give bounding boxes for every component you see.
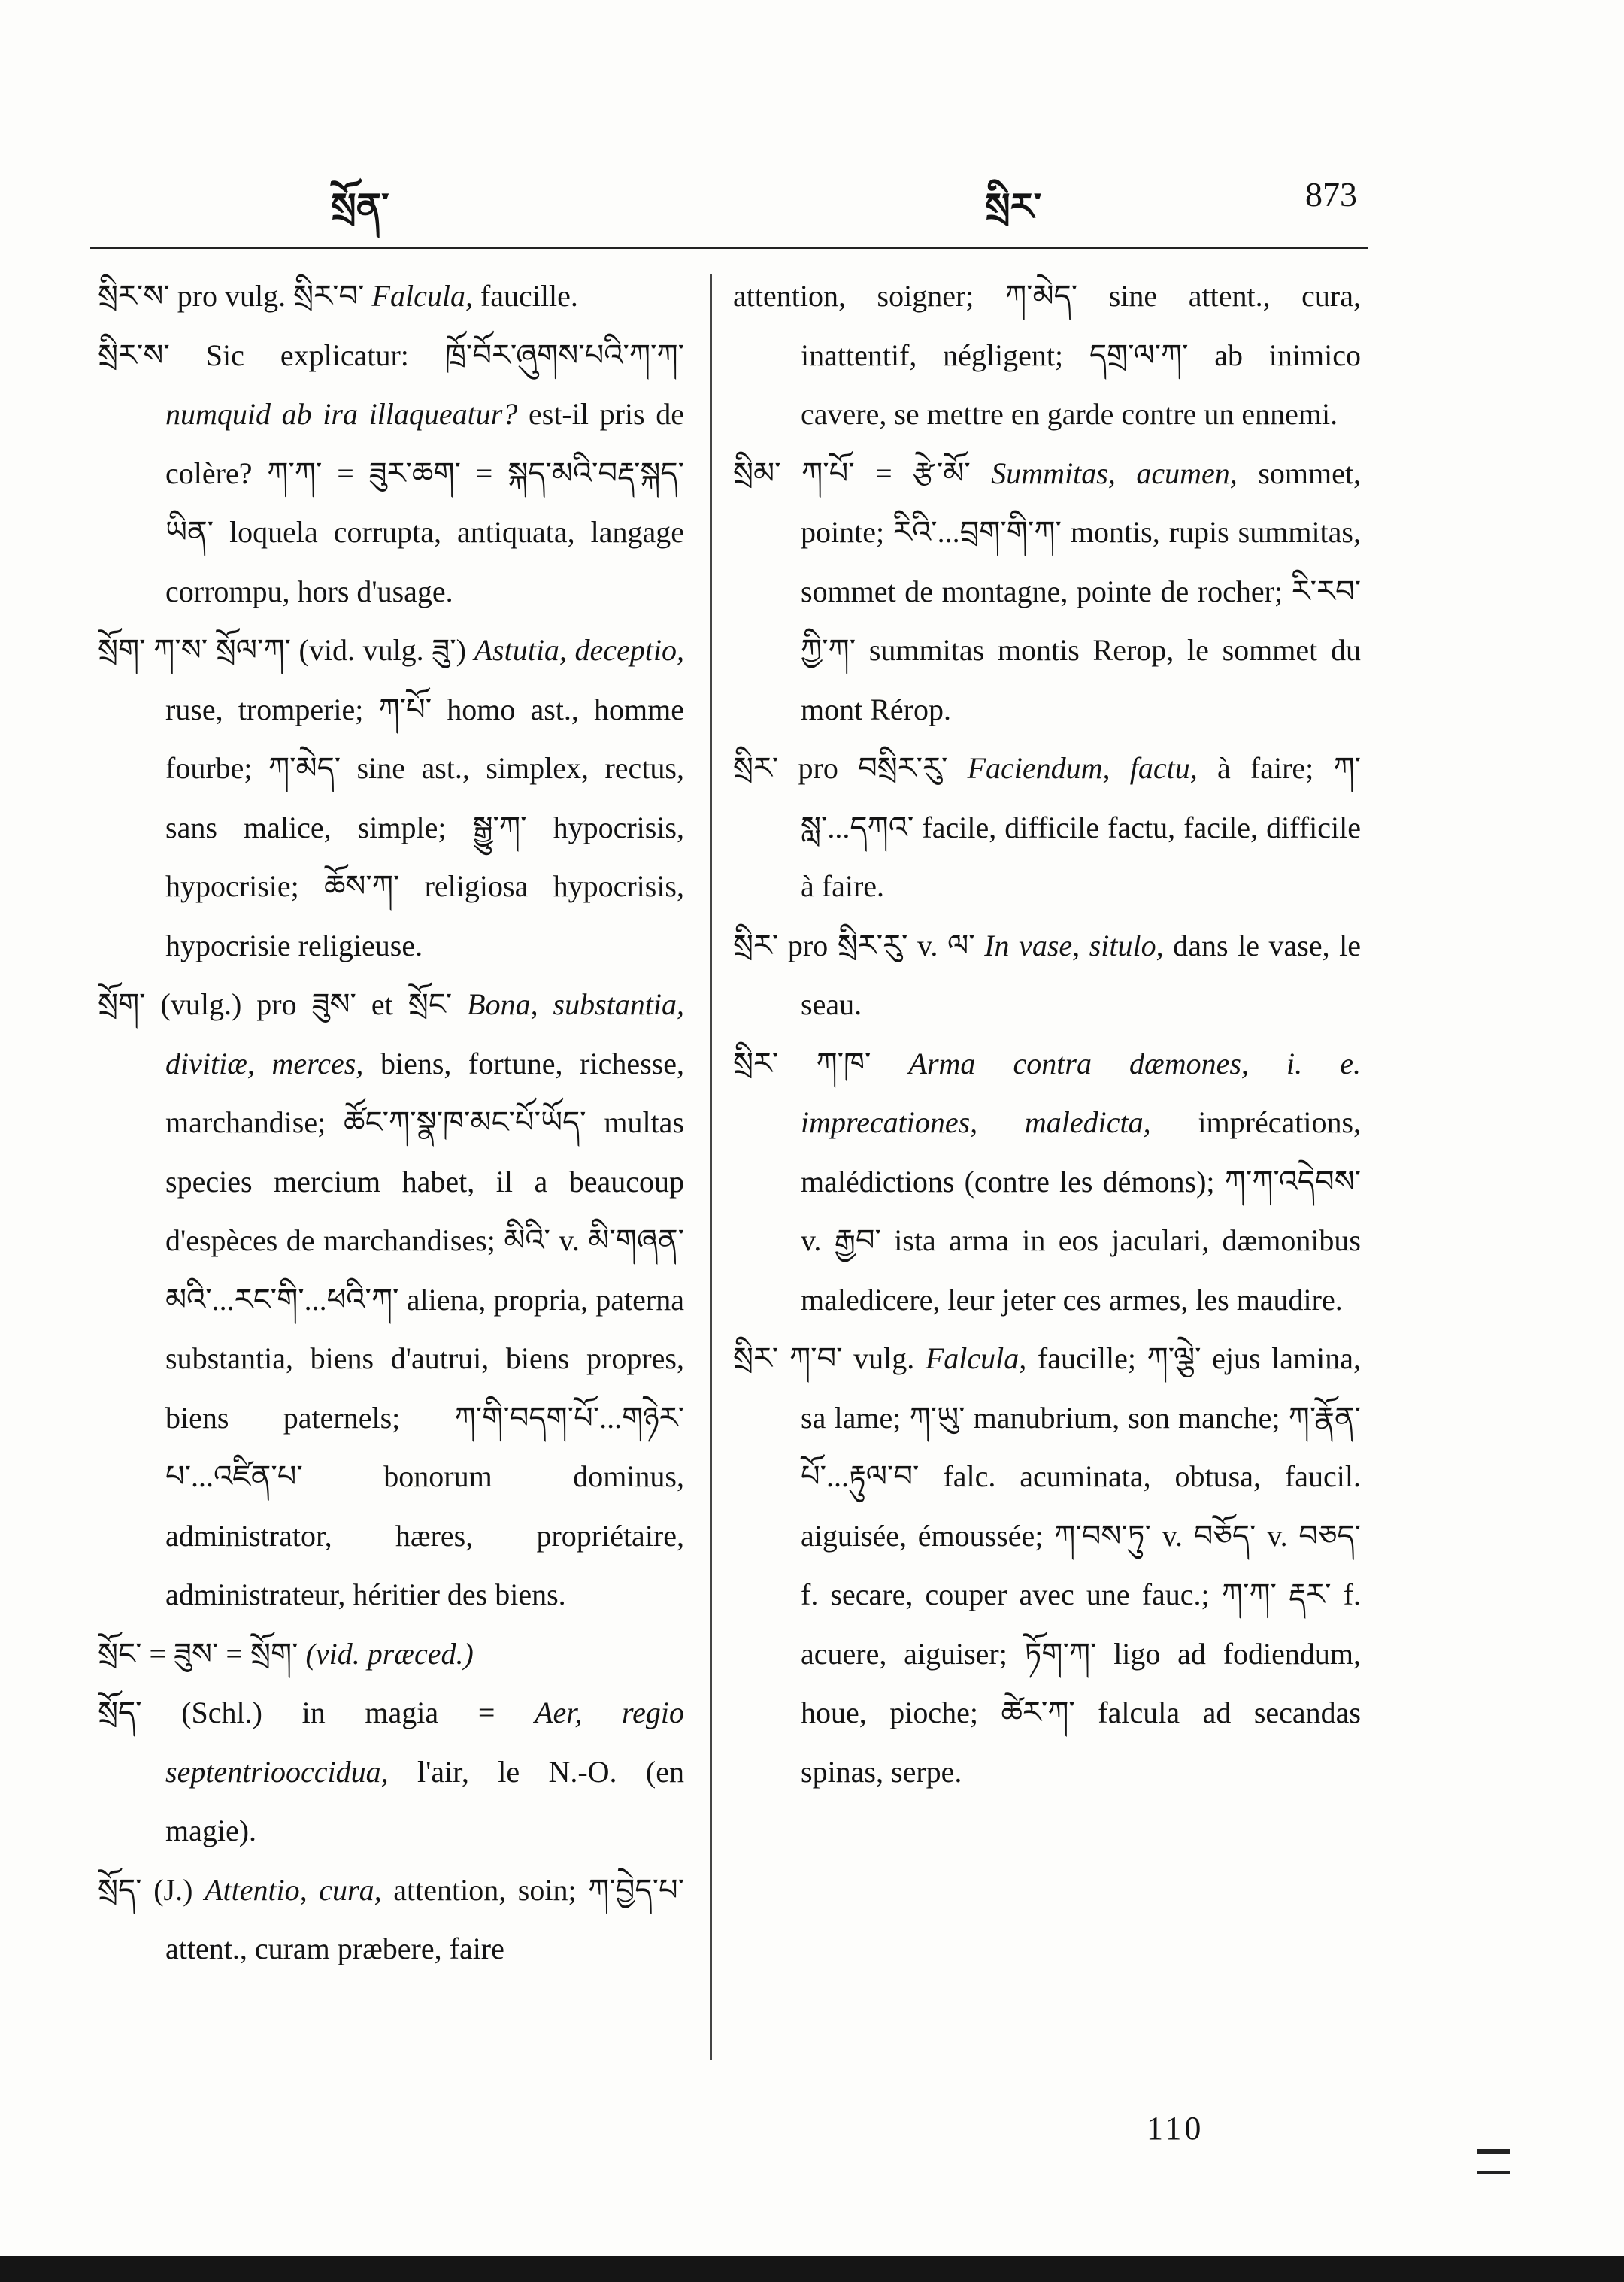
scan-edge-band [0, 2256, 1624, 2282]
dictionary-entry [98, 326, 684, 622]
entry-lead: ཀ་ས་ སྲོལ་ཀ་ (vid. vulg. ཟུ་) [153, 633, 466, 667]
entry-french: sommet, pointe; རིའི་...བྲག་གི་ཀ་ montis, rupis summitas, sommet de montagne, pointe de rocher; རི་རབ་ཀྱི་ཀ་ summitas montis Rerop, le sommet du mont Rérop. [801, 456, 1362, 726]
dictionary-entry [98, 1625, 684, 1684]
entry-lead: (Schl.) in magia = [181, 1696, 495, 1729]
entry-french: à faire; ཀ་སླ་...དཀའ་ facile, difficile factu, facile, difficile à faire. [801, 751, 1362, 903]
entry-french: dans le vase, le seau. [801, 928, 1362, 1021]
dictionary-entry [98, 621, 684, 975]
entry-lead: ཀ་བ་ vulg. [789, 1341, 915, 1375]
entry-lemma: སྲིར་ [733, 928, 779, 962]
entry-french: faucille; ཀ་ལྕེ་ ejus lamina, sa lame; ཀ་ཡུ་ manubrium, son manche; ཀ་རྣོན་པོ་...རྟུལ་བ་ falc. acuminata, obtusa, faucil. aiguisée, émoussée; ཀ་བས་ཏུ་ v. བཅོད་ v. བཅད་ f. secare, couper avec une fauc.; ཀ་ཀ་ རྡར་ f. acuere, aiguiser; ཏོག་ཀ་ ligo ad fodiendum, houe, pioche; ཚེར་ཀ་ falcula ad secandas spinas, serpe. [801, 1341, 1362, 1789]
header-rule [90, 247, 1368, 249]
entry-lead: ཀ་ཁ་ [816, 1046, 871, 1080]
entry-latin: Arma contra dæmones, i. e. imprecationes, maledicta, [801, 1046, 1362, 1139]
entry-lead: pro vulg. སྲིར་བ་ [177, 279, 365, 313]
entry-lemma: སྲོག་ [98, 987, 146, 1021]
dictionary-entry [733, 917, 1361, 1035]
dictionary-entry [733, 444, 1361, 740]
entry-lead: pro བསྲིར་རུ་ [798, 751, 948, 785]
entry-french: faucille. [480, 279, 578, 313]
entry-latin: Aer, regio septentriooccidua, [165, 1696, 684, 1789]
entry-lemma: སྲིར་ས་ [98, 338, 170, 372]
dictionary-entry [733, 1035, 1361, 1330]
entry-latin: Falcula, [371, 279, 473, 313]
dictionary-entry [733, 1329, 1361, 1802]
entry-french: attention, soigner; ཀ་མེད་ sine attent., cura, inattentif, négligent; དགྲ་ལ་ཀ་ ab inimico cavere, se mettre en garde contre un ennemi. [733, 279, 1361, 431]
right-column [733, 267, 1361, 1802]
entry-latin: Bona, substantia, divitiæ, merces, [165, 987, 685, 1080]
entry-lemma: སྲིར་ [733, 1046, 779, 1080]
entry-lemma: སྲིར་ [733, 1341, 779, 1375]
signature-mark: 110 [1147, 2110, 1204, 2147]
running-head-left: སྲོན་ [331, 186, 389, 228]
dictionary-entry [98, 1683, 684, 1861]
entry-french: imprécations, malédictions (contre les démons); ཀ་ཀ་འདེབས་ v. རྒྱབ་ ista arma in eos jaculari, dæmonibus maledicere, leur jeter ces armes, les maudire. [801, 1105, 1362, 1317]
entry-lead: pro སྲིར་རུ་ v. ལ་ [787, 928, 975, 962]
entry-lemma: སྲིམ་ [733, 456, 781, 490]
dictionary-entry [733, 267, 1361, 444]
entry-lead: ཀ་པོ་ = རྩེ་མོ་ [801, 456, 971, 490]
dictionary-entry [98, 1861, 684, 1979]
entry-latin: Faciendum, factu, [967, 751, 1198, 785]
entry-french: l'air, le N.-O. (en magie). [165, 1754, 684, 1847]
entry-latin: (vid. præced.) [305, 1636, 474, 1671]
entry-latin: numquid ab ira illaqueatur? [165, 397, 518, 431]
dictionary-entry [733, 739, 1361, 917]
entry-french: biens, fortune, richesse, marchandise; ཚོང་ཀ་སྣ་ཁ་མང་པོ་ཡོད་ multas species mercium habet, il a beaucoup d'espèces de marchandises; མིའི་ v. མི་གཞན་མའི་...རང་གི་...ཕའི་ཀ་ aliena, propria, paterna substantia, biens d'autrui, biens propres, biens paternels; ཀ་གི་བདག་པོ་...གཉེར་པ་...འཛིན་པ་ bonorum dominus, administrator, hæres, propriétaire, administrateur, héritier des biens. [165, 1046, 685, 1611]
entry-lemma: སྲོང་ [98, 1636, 142, 1671]
column-divider [710, 274, 712, 2060]
running-head-right: སྲིར་ [985, 186, 1042, 228]
entry-lemma: སྲོག་ [98, 633, 146, 667]
entry-lead: = ཟུས་ = སྲོག་ [149, 1636, 298, 1671]
dictionary-entry [98, 267, 684, 326]
page-number: 873 [1305, 175, 1357, 214]
entry-latin: In vase, situlo, [984, 928, 1164, 962]
dictionary-entry [98, 975, 684, 1625]
entry-lemma: སྲོད་ [98, 1696, 142, 1729]
entry-french: attention, soin; ཀ་བྱེད་པ་ attent., curam præbere, faire [165, 1872, 685, 1965]
entry-lemma: སྲིར་ [733, 751, 779, 785]
entry-latin: Falcula, [925, 1341, 1027, 1375]
margin-mark [1477, 2149, 1510, 2174]
entry-lead: (J.) [153, 1872, 193, 1907]
entry-lead: (vulg.) pro ཟུས་ et སྲོང་ [160, 987, 453, 1021]
entry-lead: Sic explicatur: ཁྲོ་བོར་ཞུགས་པའི་ཀ་ཀ་ [205, 338, 684, 372]
entry-lemma: སྲོད་ [98, 1872, 142, 1907]
entry-latin: Astutia, deceptio, [474, 633, 685, 667]
entry-latin: Attentio, cura, [205, 1872, 382, 1907]
entry-french: est-il pris de colère? ཀ་ཀ་ = ཟུར་ཆག་ = སྐད་མའི་བརྡ་སྐད་ཡིན་ loquela corrupta, antiquata, langage corrompu, hors d'usage. [165, 397, 685, 608]
entry-latin: Summitas, acumen, [991, 456, 1238, 490]
entry-lemma: སྲིར་ས་ [98, 279, 170, 313]
entry-french: ruse, tromperie; ཀ་པོ་ homo ast., homme fourbe; ཀ་མེད་ sine ast., simplex, rectus, sans malice, simple; སྒྱུ་ཀ་ hypocrisis, hypocrisie; ཆོས་ཀ་ religiosa hypocrisis, hypocrisie religieuse. [165, 692, 684, 962]
left-column [98, 267, 684, 1979]
